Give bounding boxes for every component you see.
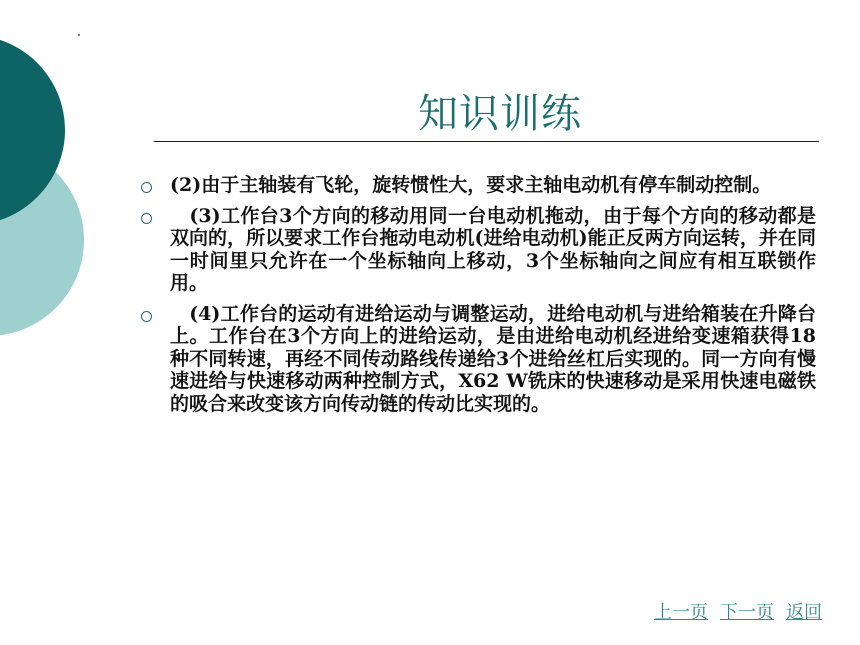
title-divider xyxy=(154,141,819,142)
decorative-dot xyxy=(78,34,80,36)
bullet-text: (3)工作台3个方向的移动用同一台电动机拖动，由于每个方向的移动都是双向的，所以要求工作台拖动电动机(进给电动机)能正反两方向运转，并在同一时间里只允许在一个坐标轴向上移动，3个坐标轴向之间应有相互联锁作用。 xyxy=(170,204,816,294)
list-item xyxy=(138,303,816,416)
bullet-circle-icon xyxy=(141,213,152,224)
bullet-circle-icon xyxy=(141,311,152,322)
bullet-text: (4)工作台的运动有进给运动与调整运动，进给电动机与进给箱装在升降台上。工作台在3个方向上的进给运动，是由进给电动机经进给变速箱获得18种不同转速，再经不同传动路线传递给3个进给丝杠后实现的。同一方向有慢速进给与快速移动两种控制方式，X62 W铣床的快速移动是采用快速电磁铁的吸合来改变该方向传动链的传动比实现的。 xyxy=(170,302,816,415)
list-item xyxy=(138,174,816,197)
decorative-circles xyxy=(0,0,140,360)
page-title: 知识训练 xyxy=(418,91,582,137)
prev-page-link[interactable]: 上一页 xyxy=(654,602,708,623)
back-link[interactable]: 返回 xyxy=(786,602,822,623)
list-item xyxy=(138,205,816,295)
next-page-link[interactable]: 下一页 xyxy=(720,602,774,623)
slide-navigation xyxy=(654,598,822,624)
bullet-circle-icon xyxy=(141,182,152,193)
bullet-list xyxy=(138,174,816,423)
bullet-text: (2)由于主轴装有飞轮，旋转惯性大，要求主轴电动机有停车制动控制。 xyxy=(170,174,772,196)
